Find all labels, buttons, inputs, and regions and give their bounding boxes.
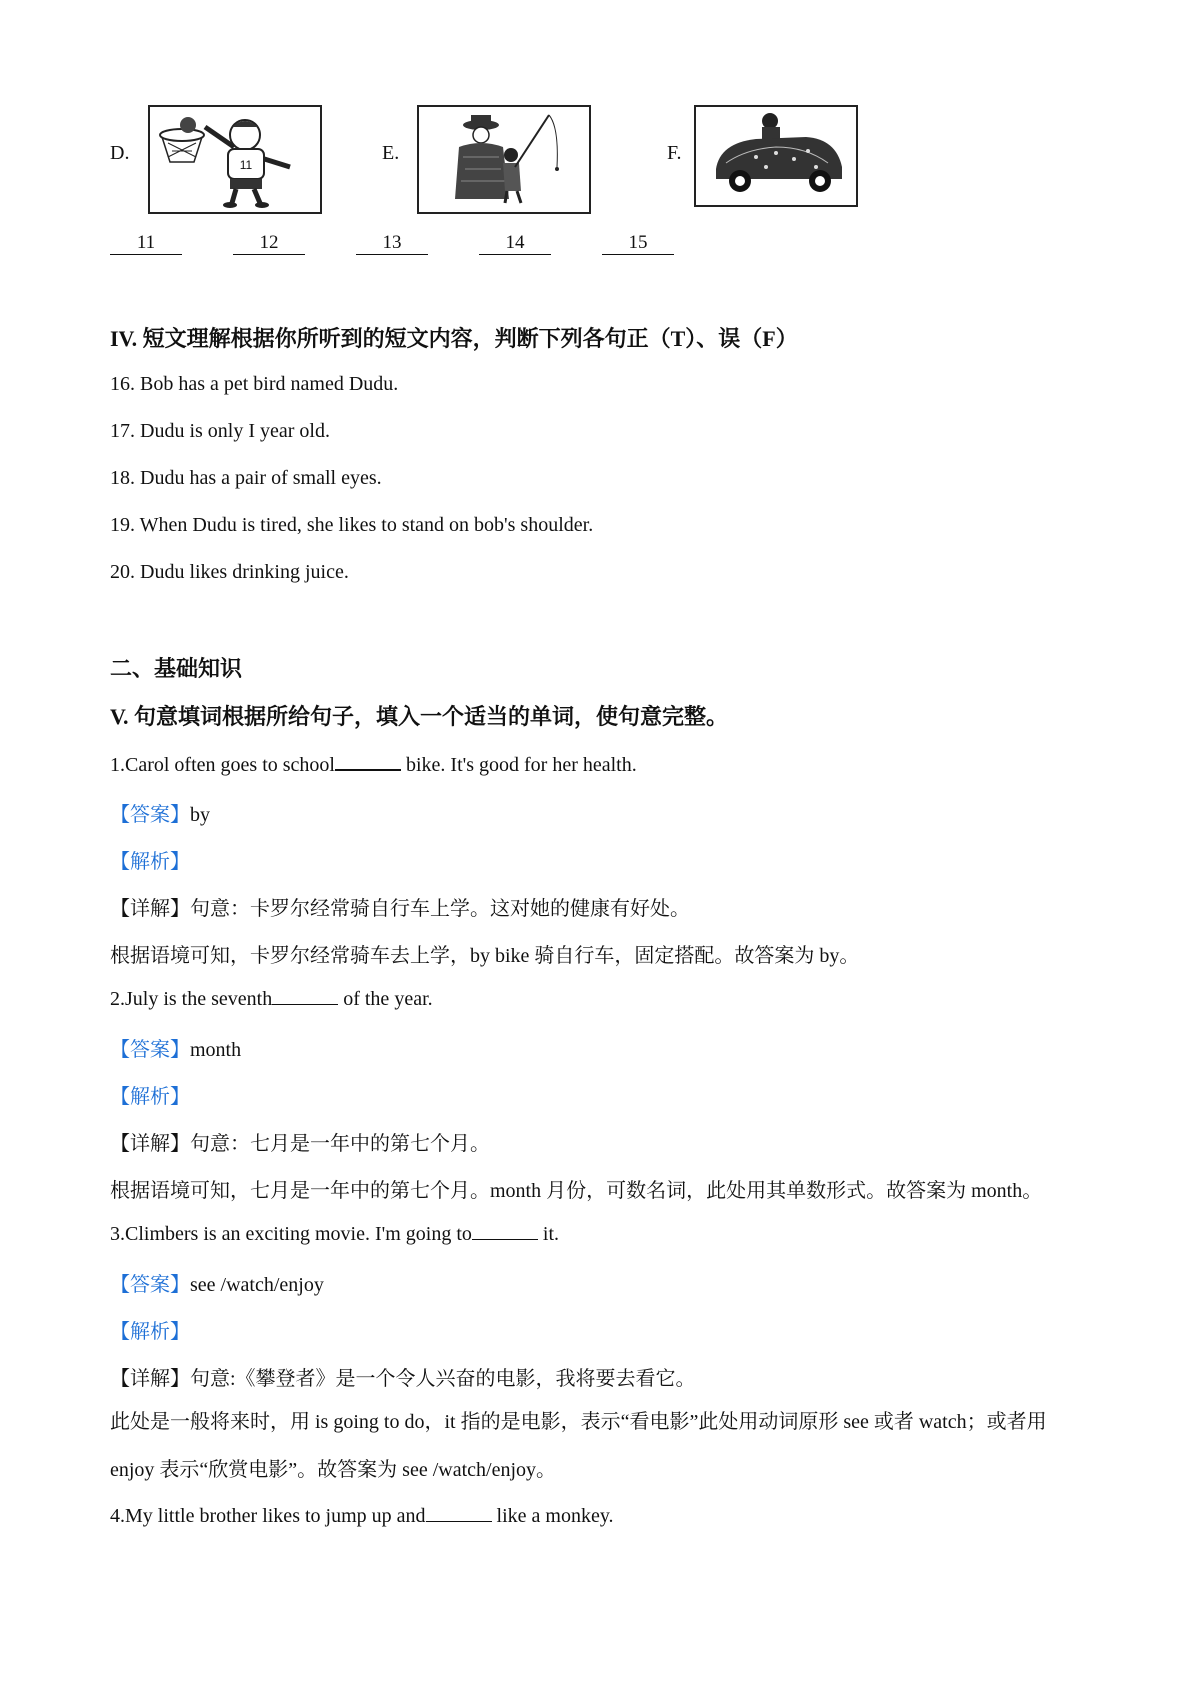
detail-text: 句意：卡罗尔经常骑自行车上学。这对她的健康有好处。: [190, 898, 690, 920]
analysis-tag: 【解析】: [110, 1086, 190, 1108]
question-4-text-after: like a monkey.: [491, 1505, 614, 1527]
answer-tag: 【答案】: [110, 1274, 190, 1296]
question-1-text-before: 1.Carol often goes to school: [110, 754, 335, 776]
car-picture: [694, 105, 858, 207]
statement-16: 16. Bob has a pet bird named Dudu.: [110, 373, 399, 395]
picture-label-d: D.: [110, 142, 130, 164]
question-1-answer: [110, 798, 210, 827]
answer-value: month: [190, 1039, 242, 1061]
blank-12[interactable]: 12: [233, 232, 305, 255]
basketball-player-picture: [148, 105, 322, 214]
picture-label-e: E.: [382, 142, 400, 164]
detail-tag: 【详解】: [110, 1368, 190, 1390]
statement-20: 20. Dudu likes drinking juice.: [110, 561, 349, 583]
question-3-explain: 此处是一般将来时，用 is going to do，it 指的是电影，表示“看电影”此处用动词原形 see 或者 watch；或者用 enjoy 表示“欣赏电影”。故答案为 see /watch/enjoy。: [110, 1411, 1047, 1481]
blank-11[interactable]: 11: [110, 232, 182, 255]
section-v-title: V. 句意填词根据所给句子，填入一个适当的单词，使句意完整。: [110, 704, 729, 729]
section-iv-title: IV. 短文理解根据你所听到的短文内容，判断下列各句正（T）、误（F）: [110, 326, 798, 351]
blank-13[interactable]: 13: [356, 232, 428, 255]
question-1-blank[interactable]: [335, 751, 401, 771]
picture-row: [0, 100, 1200, 220]
answer-value: see /watch/enjoy: [190, 1274, 324, 1296]
analysis-tag: 【解析】: [110, 1321, 190, 1343]
jersey-number: 11: [239, 158, 253, 172]
question-3-blank[interactable]: [472, 1221, 538, 1240]
question-4: [110, 1503, 614, 1528]
detail-tag: 【详解】: [110, 1133, 190, 1155]
statement-18: 18. Dudu has a pair of small eyes.: [110, 467, 382, 489]
question-2-explain: 根据语境可知，七月是一年中的第七个月。month 月份，可数名词，此处用其单数形式。故答案为 month。: [110, 1180, 1043, 1202]
car-icon: [696, 107, 856, 205]
question-2-answer: [110, 1033, 241, 1062]
basketball-player-icon: [150, 107, 320, 212]
blank-14[interactable]: 14: [479, 232, 551, 255]
detail-tag: 【详解】: [110, 898, 190, 920]
picture-label-f: F.: [667, 142, 682, 164]
question-2: [110, 986, 433, 1011]
question-4-text-before: 4.My little brother likes to jump up and: [110, 1505, 426, 1527]
question-2-detail: [110, 1127, 490, 1156]
question-2-text-before: 2.July is the seventh: [110, 988, 273, 1010]
answer-value: by: [190, 804, 210, 826]
section-two-title: 二、基础知识: [110, 656, 243, 681]
detail-text: 句意：七月是一年中的第七个月。: [190, 1133, 490, 1155]
statement-19: 19. When Dudu is tired, she likes to stand on bob's shoulder.: [110, 514, 594, 536]
question-3-text-after: it.: [537, 1223, 560, 1245]
answer-tag: 【答案】: [110, 804, 190, 826]
fishing-icon: [419, 107, 589, 212]
question-1-detail: [110, 892, 690, 921]
blank-15[interactable]: 15: [602, 232, 674, 255]
question-3: [110, 1221, 559, 1246]
question-1: [110, 751, 637, 777]
answer-tag: 【答案】: [110, 1039, 190, 1061]
question-3-answer: [110, 1268, 324, 1297]
question-4-blank[interactable]: [426, 1503, 492, 1522]
fishing-picture: [417, 105, 591, 214]
question-3-text-before: 3.Climbers is an exciting movie. I'm going to: [110, 1223, 472, 1245]
question-2-blank[interactable]: [272, 986, 338, 1005]
question-3-detail: [110, 1362, 696, 1391]
question-1-text-after: bike. It's good for her health.: [400, 754, 637, 776]
question-2-text-after: of the year.: [338, 988, 433, 1010]
statement-17: 17. Dudu is only I year old.: [110, 420, 330, 442]
question-1-explain: 根据语境可知，卡罗尔经常骑车去上学，by bike 骑自行车，固定搭配。故答案为 by。: [110, 945, 860, 967]
detail-text: 句意:《攀登者》是一个令人兴奋的电影，我将要去看它。: [190, 1368, 696, 1390]
analysis-tag: 【解析】: [110, 851, 190, 873]
